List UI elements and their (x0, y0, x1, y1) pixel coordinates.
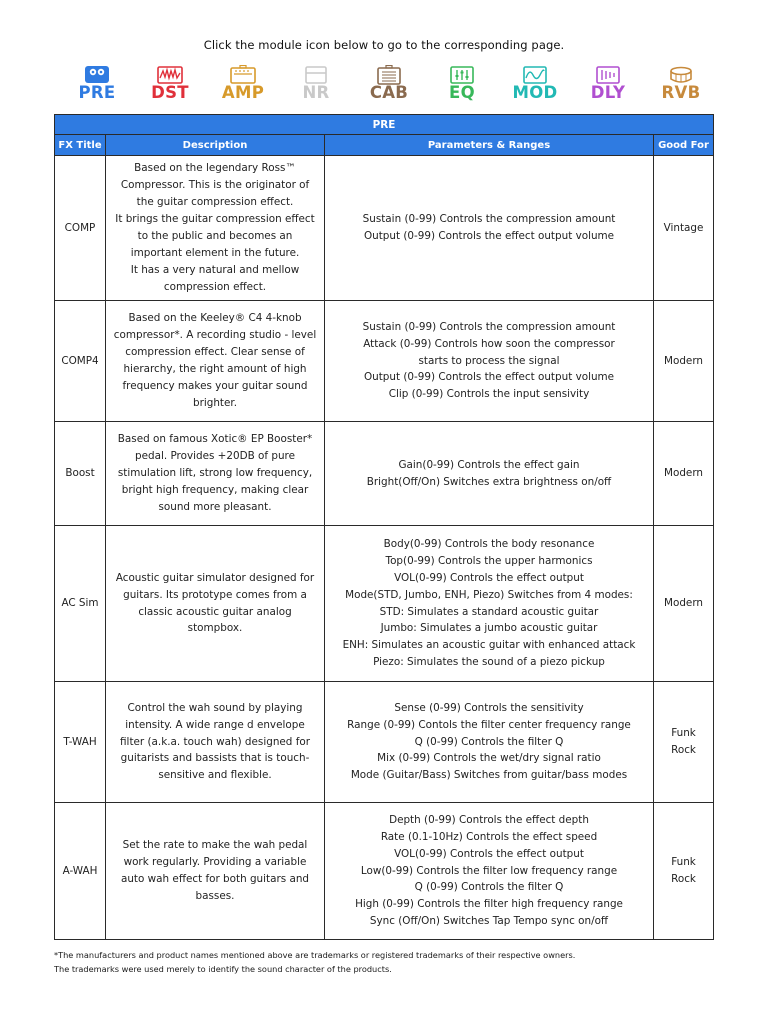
parameters-cell (325, 301, 654, 422)
table-row (55, 526, 714, 682)
table-row (55, 422, 714, 526)
good-for-cell-line: Rock (671, 873, 696, 885)
parameters-cell-line: Q (0-99) Controls the filter Q (414, 735, 564, 748)
module-label: CAB (369, 83, 409, 102)
parameters-cell-line: Depth (0-99) Controls the effect depth (389, 813, 589, 826)
module-dly-button[interactable] (571, 62, 645, 106)
description-cell-line: It brings the guitar compression effect (115, 213, 315, 226)
footnote-line: *The manufacturers and product names mentioned above are trademarks or registered trademarks of their respective owners. (54, 950, 576, 960)
parameters-cell (325, 422, 654, 526)
parameters-cell-line: Sustain (0-99) Controls the compression amount (362, 213, 616, 226)
description-cell (106, 526, 325, 682)
description-cell-line: Set the rate to make the wah pedal (122, 839, 308, 852)
good-for-cell (654, 803, 714, 940)
module-eq-button[interactable] (425, 62, 499, 106)
description-cell-line: the guitar compression effect. (136, 196, 294, 209)
table-row (55, 156, 714, 301)
description-cell-line: sensitive and flexible. (158, 769, 272, 782)
description-cell-line: Compressor. This is the originator of (120, 179, 310, 192)
description-cell-line: Based on the legendary Ross™ (134, 162, 296, 175)
fx-title-cell: COMP (55, 156, 106, 301)
column-header-good-for: Good For (654, 135, 714, 156)
description-cell-line: It has a very natural and mellow (130, 263, 300, 276)
description-cell-line: intensity. A wide range d envelope (125, 718, 305, 731)
parameters-cell-line: Sync (Off/On) Switches Tap Tempo sync on/off (369, 915, 609, 928)
parameters-cell (325, 156, 654, 301)
section-title: PRE (55, 115, 714, 135)
pre-effects-table (54, 114, 714, 940)
module-label: PRE (78, 83, 116, 102)
fx-title-cell: A-WAH (55, 803, 106, 940)
parameters-cell-line: Output (0-99) Controls the effect output volume (363, 371, 615, 384)
description-cell-line: guitars. Its prototype comes from a (123, 588, 307, 601)
description-cell-line: compression effect. (163, 280, 267, 293)
description-cell-line: Control the wah sound by playing (127, 701, 303, 714)
parameters-cell-line: Q (0-99) Controls the filter Q (414, 881, 564, 894)
parameters-cell-line: Body(0-99) Controls the body resonance (383, 537, 595, 550)
module-mod-button[interactable] (498, 62, 572, 106)
module-label: AMP (221, 83, 265, 102)
fx-title-cell: COMP4 (55, 301, 106, 422)
good-for-cell-line: Vintage (663, 221, 704, 234)
module-label: EQ (449, 83, 475, 102)
parameters-cell (325, 526, 654, 682)
parameters-cell-line: Rate (0.1-10Hz) Controls the effect speed (380, 830, 598, 843)
parameters-cell-line: Bright(Off/On) Switches extra brightness on/off (366, 475, 612, 488)
parameters-cell-line: starts to process the signal (418, 354, 560, 367)
description-cell-line: stimulation lift, strong low frequency, (117, 467, 313, 480)
description-cell-line: filter (a.k.a. touch wah) designed for (120, 735, 310, 748)
fx-title-cell: Boost (55, 422, 106, 526)
cab-grill-icon (375, 65, 403, 85)
parameters-cell-line: Range (0-99) Contols the filter center frequency range (347, 718, 631, 731)
trademark-footnote (54, 949, 714, 976)
module-pre-button[interactable] (60, 62, 134, 106)
description-cell-line: auto wah effect for both guitars and (120, 873, 310, 885)
description-cell-line: bright high frequency, making clear (121, 483, 309, 496)
column-header-fx-title: FX Title (55, 135, 106, 156)
good-for-cell-line: Rock (671, 744, 696, 756)
description-cell-line: compression effect. Clear sense of (125, 346, 305, 359)
parameters-cell-line: VOL(0-99) Controls the effect output (394, 571, 584, 584)
description-cell-line: brighter. (192, 396, 238, 409)
description-cell-line: work regularly. Providing a variable (123, 856, 307, 869)
pre-pedal-icon (83, 65, 111, 85)
table-row (55, 682, 714, 803)
module-nr-button[interactable] (279, 62, 353, 106)
good-for-cell-line: Funk (671, 727, 696, 739)
parameters-cell-line: VOL(0-99) Controls the effect output (394, 847, 584, 860)
eq-sliders-icon (448, 65, 476, 85)
parameters-cell-line: Sense (0-99) Controls the sensitivity (394, 701, 584, 714)
parameters-cell-line: Output (0-99) Controls the effect output volume (363, 230, 615, 242)
module-label: NR (302, 83, 330, 102)
good-for-cell-line: Modern (664, 597, 704, 609)
nr-gate-icon (302, 65, 330, 85)
good-for-cell (654, 301, 714, 422)
module-label: DST (151, 83, 189, 102)
description-cell-line: Acoustic guitar simulator designed for (115, 571, 315, 584)
column-header-description: Description (106, 135, 325, 156)
column-header-parameters: Parameters & Ranges (325, 135, 654, 156)
parameters-cell-line: Mix (0-99) Controls the wet/dry signal ratio (377, 752, 601, 765)
description-cell (106, 682, 325, 803)
description-cell (106, 803, 325, 940)
parameters-cell-line: Mode(STD, Jumbo, ENH, Piezo) Switches from 4 modes: (345, 588, 633, 601)
description-cell-line: classic acoustic guitar analog (138, 605, 292, 618)
good-for-cell (654, 422, 714, 526)
description-cell-line: frequency makes your guitar sound (122, 379, 308, 392)
description-cell (106, 301, 325, 422)
table-row (55, 803, 714, 940)
description-cell-line: sound more pleasant. (158, 500, 272, 513)
parameters-cell-line: High (0-99) Controls the filter high frequency range (355, 898, 623, 911)
description-cell (106, 422, 325, 526)
rvb-drum-icon (667, 65, 695, 85)
parameters-cell-line: Top(0-99) Controls the upper harmonics (385, 554, 593, 567)
table-row (55, 301, 714, 422)
mod-wave-icon (521, 65, 549, 85)
parameters-cell-line: Piezo: Simulates the sound of a piezo pickup (373, 656, 605, 669)
description-cell-line: Based on the Keeley® C4 4-knob (128, 312, 302, 325)
description-cell-line: to the public and becomes an (137, 230, 293, 242)
good-for-cell-line: Funk (671, 856, 696, 868)
parameters-cell (325, 803, 654, 940)
good-for-cell (654, 526, 714, 682)
instruction-text: Click the module icon below to go to the corresponding page. (203, 38, 565, 52)
good-for-cell-line: Modern (664, 467, 704, 479)
description-cell-line: stompbox. (187, 622, 243, 635)
description-cell-line: Based on famous Xotic® EP Booster* (117, 433, 313, 446)
good-for-cell-line: Modern (664, 354, 704, 367)
parameters-cell-line: Attack (0-99) Controls how soon the compressor (363, 337, 615, 350)
parameters-cell-line: Mode (Guitar/Bass) Switches from guitar/bass modes (350, 769, 628, 782)
fx-title-cell: T-WAH (55, 682, 106, 803)
module-amp-button[interactable] (206, 62, 280, 106)
description-cell-line: pedal. Provides +20DB of pure (135, 450, 295, 463)
good-for-cell (654, 682, 714, 803)
parameters-cell-line: Low(0-99) Controls the filter low frequency range (360, 864, 618, 877)
module-label: DLY (590, 83, 626, 102)
description-cell-line: important element in the future. (130, 246, 300, 259)
description-cell (106, 156, 325, 301)
dly-bars-icon (594, 65, 622, 85)
module-rvb-button[interactable] (644, 62, 718, 106)
module-label: RVB (661, 83, 701, 102)
dst-waveform-icon (156, 65, 184, 85)
parameters-cell-line: ENH: Simulates an acoustic guitar with enhanced attack (342, 639, 636, 652)
module-label: MOD (512, 83, 558, 102)
description-cell-line: basses. (195, 889, 235, 902)
description-cell-line: compressor*. A recording studio - level (113, 329, 317, 342)
parameters-cell-line: Gain(0-99) Controls the effect gain (398, 458, 580, 471)
amp-icon (229, 65, 257, 85)
fx-title-cell: AC Sim (55, 526, 106, 682)
good-for-cell (654, 156, 714, 301)
module-dst-button[interactable] (133, 62, 207, 106)
module-cab-button[interactable] (352, 62, 426, 106)
parameters-cell-line: Clip (0-99) Controls the input sensivity (388, 388, 590, 401)
description-cell-line: hierarchy, the right amount of high (123, 363, 307, 375)
parameters-cell-line: Jumbo: Simulates a jumbo acoustic guitar (380, 622, 598, 635)
footnote-line: The trademarks were used merely to identify the sound character of the products. (54, 963, 392, 974)
parameters-cell-line: STD: Simulates a standard acoustic guitar (379, 605, 599, 618)
parameters-cell-line: Sustain (0-99) Controls the compression amount (362, 320, 616, 333)
parameters-cell (325, 682, 654, 803)
module-nav (60, 62, 720, 106)
description-cell-line: guitarists and bassists that is touch- (120, 752, 310, 765)
